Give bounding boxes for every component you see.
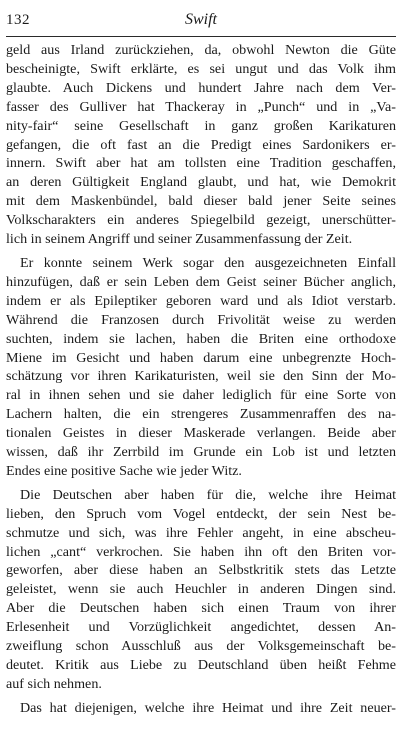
text-line: Erlesenheit und Vorzüglichkeit angedichtet, dessen An- (6, 619, 396, 636)
text-line: Er konnte seinem Werk sogar den ausgezeichneten Einfall (20, 254, 396, 271)
text-line: nity-fair“ seine Gesellschaft in ganz großen Karikaturen (6, 117, 396, 134)
page-header (6, 6, 396, 37)
page-number: 132 (6, 12, 30, 28)
text-line: lieben, den Spruch vom Vogel entdeckt, der sein Nest be- (6, 505, 396, 522)
text-line: schätzung vor ihren Karikaturisten, weil sie den Sinn der Mo- (6, 368, 396, 385)
text-line: Volkscharakters ein anderes Spiegelbild gezeigt, unerschütter- (6, 212, 396, 229)
text-line: fasser des Gulliver hat Thackeray in „Punch“ und in „Va- (6, 98, 396, 115)
text-line: Die Deutschen aber haben für die, welche ihre Heimat (20, 486, 396, 503)
text-line: Das hat diejenigen, welche ihre Heimat und ihre Zeit neuer- (20, 699, 396, 716)
text-line: innern. Swift aber hat am tollsten eine Tradition geschaffen, (6, 155, 396, 172)
text-line: Aber die Deutschen haben sich einen Traum von ihrer (6, 600, 396, 617)
body-text (6, 41, 396, 718)
text-line: lichen „cant“ verkrochen. Sie haben ihn oft den Briten vor- (6, 543, 396, 560)
text-line: hinzufügen, daß er sein Leben dem Geist seiner Bücher anglich, (6, 273, 396, 290)
text-line: geleistet, wenn sie auch Heuchler in anderen Dingen sind. (6, 581, 396, 598)
text-line: geld aus Irland zurückziehen, da, obwohl Newton die Güte (6, 42, 396, 58)
text-line: zweiflung schon Ausschluß aus der Volksgemeinschaft be- (6, 638, 396, 655)
text-line: mit dem Maskenbündel, bald dieser bald jener Seite seines (6, 193, 396, 210)
text-line: lich in seinem Angriff und seiner Zusammenfassung der Zeit. (6, 231, 353, 248)
text-line: Lachern halten, die ein strengeres Zusammenraffen des na- (6, 406, 396, 423)
text-line: gefangen, die oft fast an die Predigt eines Sardonikers er- (6, 136, 396, 153)
text-line: auf sich nehmen. (6, 675, 102, 692)
text-line: bescheinigte, Swift erklärte, es sei ungut und das Volk ihm (6, 60, 396, 77)
running-title: Swift (184, 11, 217, 28)
text-line: Endes eine positive Sache wie jeder Witz. (6, 462, 242, 479)
text-line: glaubte. Auch Dickens und hundert Jahre nach dem Ver- (6, 79, 396, 96)
paragraph (6, 254, 396, 481)
book-page (6, 6, 404, 734)
paragraph (6, 699, 396, 718)
paragraph (6, 486, 396, 694)
text-line: tionalen Geistes in dieser Maskerade verlangen. Beide aber (6, 425, 396, 442)
text-line: deutet. Kritik aus Liebe zu Deutschland üben heißt Fehme (6, 657, 396, 673)
text-line: schmutze und sich, was ihre Fehler angeht, in eine abscheu- (6, 524, 396, 541)
paragraph (6, 41, 396, 249)
text-line: an deren Gültigkeit England glaubt, und hat, wie Demokrit (6, 174, 396, 191)
text-line: suchten, indem sie lachen, haben die Briten eine orthodoxe (6, 330, 396, 347)
text-line: geworfen, aber diese haben an Selbstkritik stets das Letzte (6, 562, 396, 579)
text-line: indem er als Epileptiker geboren ward und als Idiot verstarb. (6, 292, 396, 309)
text-line: ral in ihnen sehen und sie daher lediglich für eine Sorte von (6, 387, 396, 404)
text-line: Miene im Gesicht und haben darum eine unbegrenzte Hoch- (6, 349, 396, 366)
text-line: Während die Franzosen durch Frivolität weise zu werden (6, 311, 396, 328)
text-line: wissen, daß ihr Zerrbild im Grunde ein Lob ist und letzten (6, 444, 396, 461)
